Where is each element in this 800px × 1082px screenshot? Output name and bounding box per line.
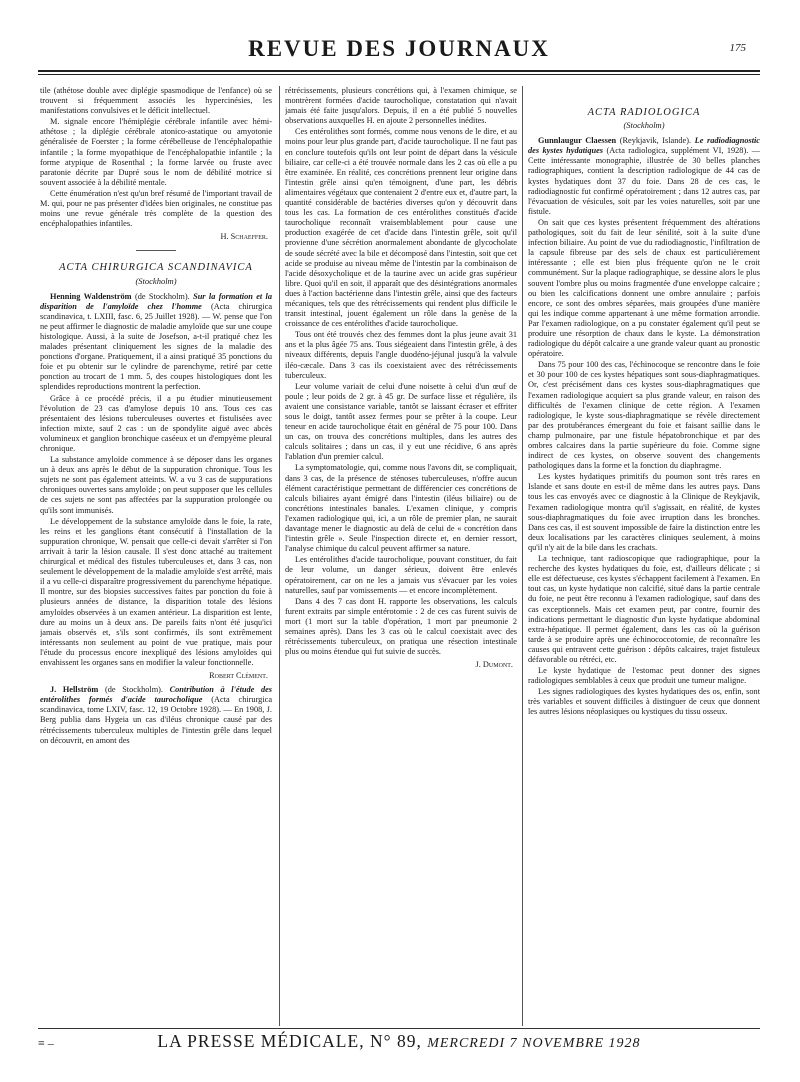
column-left — [40, 86, 272, 1026]
footer-journal: LA PRESSE MÉDICALE, N° 89, — [157, 1031, 422, 1051]
column-divider — [522, 86, 523, 1026]
article-author: J. Hellström — [50, 685, 99, 695]
paragraph: Le développement de la substance amyloïde dans le foie, la rate, les reins et les ganglions étant consécutif à l'installation de la suppuration chronique, W. pensait que celle-ci devait s'arrêter si l'on arrivait à tarir la lésion causale. Il s'est donc attaché au traitement chirurgical et médical des fistules tuberculeuses et, dans 3 cas, non seulement le développement de la maladie amyloïde s'est arrêté, mais il a vu celle-ci disparaître progressivement du parenchyme hépatique. Il montre, sur des biopsies successives faites par ponction du foie à plusieurs années de distance, la disparition totale des lésions amyloïdes observées à un examen antérieur. La disparition est lente, dure au moins un à deux ans. De pareils faits n'ont été jusqu'ici jamais observés et, s'ils sont confirmés, ils sont extrêmement intéressants non seulement au point de vue pratique, mais pour l'étude du processus encore inexpliqué des lésions amyloïdes qui envahissent les organes sans en modifier la valeur fonctionnelle. — [40, 516, 272, 667]
paragraph: Tous ont été trouvés chez des femmes dont la plus jeune avait 31 ans et la plus âgée 75 ans. Tous siégeaient dans l'intestin grêle, à des niveaux différents, depuis l'angle duodéno-jéjunal jusqu'à la valvule iléo-cæcale. Dans 3 cas ils coexistaient avec des rétrécissements tuberculeux. — [285, 330, 517, 380]
paragraph: Les entérolithes d'acide taurocholique, pouvant constituer, du fait de leur volume, un danger sérieux, doivent être enlevés opératoirement, car on ne les a jamais vus s'évacuer par les voies naturelles, sauf par vomissements — et encore incomplètement. — [285, 555, 517, 595]
paragraph: Leur volume variait de celui d'une noisette à celui d'un œuf de poule ; leur poids de 2 gr. à 45 gr. De surface lisse et régulière, ils avaient une consistance variable, tantôt se laissant écraser et effriter sous le doigt, tantôt assez fermes pour se prêter à la coupe. Leur teneur en acide taurocholique était en général de 75 pour 100. Dans un cas, on trouva des concrétions multiples, dans les autres des calculs solitaires ; dans un cas, il y eut une récidive, 6 ans après l'ablation d'un premier calcul. — [285, 381, 517, 462]
section-subtitle: (Stockholm) — [623, 120, 665, 131]
article-reference: (Acta chirurgica scandinavica, t. LXIII, fasc. 6, 25 Juillet 1928). — W. pense que l'on ne peut affirmer le diagnostic de maladie amyloïde que sur une coupe histologique. Aussi, à la suite de Josefson, a-t-il pratiqué chez les malades présentant cliniquement les signes de la maladie des ponctions d'organe. Pratiquement, il a ainsi pratiqué 35 ponctions du foie et pu obtenir sur le cylindre de parenchyme, retiré par cette ponction au trocart de 1 mm. 5, des coupes histologiques dont les splendides reproductions montrent la perfection. — [40, 301, 272, 392]
header-rule-thick — [38, 70, 760, 72]
article-reference: (Acta chirurgica scandinavica, tome LXIV, fasc. 12, 19 Octobre 1928). — En 1908, J. Berg publia dans Hygeia un cas d'iléus chronique causé par des rétrécissements tuberculeux multiples de l'intestin grêle dans lequel on découvrit, en amont des — [40, 695, 272, 745]
article-title: Sur la formation et la disparition de l'amyloïde chez l'homme — [40, 291, 272, 311]
article-title: Le radiodiagnostic des kystes hydatiques — [528, 136, 760, 156]
paragraph: Le kyste hydatique de l'estomac peut donner des signes radiologiques semblables à ceux que produit une tumeur maligne. — [528, 666, 760, 686]
section-title: ACTA CHIRURGICA SCANDINAVICA — [59, 262, 253, 274]
signature: J. Dumont. — [475, 660, 513, 670]
author-place: (de Stockholm). — [98, 685, 170, 695]
page-header — [38, 36, 760, 68]
article-title: Contribution à l'étude des entérolithes formés d'acide taurocholique — [40, 685, 272, 705]
paragraph: La technique, tant radioscopique que radiographique, pour la recherche des kystes hydatiques du foie, est, d'ailleurs délicate ; si elle est défectueuse, ces kystes s'échappent facilement à l'examen. En tout cas, un kyste hydatique non calcifié, situé dans la partie centrale du foie, ne peut être reconnu à l'examen radiologique, sauf dans des cas exceptionnels. Mais cet examen peut, par contre, fournir des indications permettant le diagnostic d'un kyste hydatique abdominal extra-hépatique. Il permet également, dans les cas où la guérison tarde à se produire après une échinococcotomie, de reconnaître les causes qui entravent cette guérison : dépôts calcaires, trajet fistuleux défavorable ou rétréci, etc. — [528, 554, 760, 664]
article-author: Gunnlaugur Claessen — [538, 136, 617, 146]
paragraph: Dans 75 pour 100 des cas, l'échinocoque se rencontre dans le foie et 30 pour 100 de ces kystes hépatiques sont sous-diaphragmatiques. Or, c'est précisément dans ces kystes sous-diaphragmatiques que l'examen radiologique acquiert sa plus grande valeur, en raison des difficultés de l'examen clinique de cette région. A l'examen radiologique, le kyste sous-diaphragmatique se révèle directement par des protubérances émergeant du foie et faisant saillie dans le champ pulmonaire, par une fistule hépatobronchique et par des ombres calcaires dans la partie supérieure du foie. Comme signe indirect de ces kystes, on observe souvent des changements pathologiques dans la forme et la fonction du diaphragme. — [528, 360, 760, 471]
footer-date: MERCREDI 7 NOVEMBRE 1928 — [427, 1036, 641, 1051]
journal-title: REVUE DES JOURNAUX — [248, 36, 550, 61]
paragraph: Les kystes hydatiques primitifs du poumon sont très rares en Islande et sans doute en est-il de même dans les autres pays. Dans tous les cas envoyés avec ce diagnostic à la Clinique de Reykjavik, l'examen radiologique montra qu'il s'agissait, en réalité, de kystes sous-diaphragmatiques du foie avec irruption dans les bronches. Dans ces cas, il est souvent impossible de faire la distinction entre les deux localisations par les caractères cliniques seulement, à moins qu'il n'y ait de la bile dans les crachats. — [528, 472, 760, 552]
section-subtitle: (Stockholm) — [135, 275, 177, 286]
paragraph: Dans 4 des 7 cas dont H. rapporte les observations, les calculs furent extraits par simple entérotomie : 2 de ces cas furent suivis de mort (1 mort sur la table d'opération, 1 mort par pneumonie 2 semaines après). Dans les 3 cas où le calcul coexistait avec des rétrécissements tuberculeux, on pratiqua une résection intestinale plus ou moins étendue qui fut suivie de succès. — [285, 596, 517, 657]
signature: H. Schaeffer. — [220, 232, 268, 242]
paragraph: M. signale encore l'hémiplégie cérébrale infantile avec hémi-athétose ; la diplégie cérébrale atonico-astatique ou amyotonie généralisée de Foerster ; la forme cérébelleuse de l'encéphalopathie infantile ; la forme myopathique de l'encéphalopathie infantile ; la forme atypique de Rosenthal ; la forme larvée ou fruste avec paratonie décrite par Dupré sous le nom de débilité motrice si souvent associée à la débilité mentale. — [40, 117, 272, 187]
header-rule-thin — [38, 74, 760, 75]
signature: Robert Clément. — [209, 671, 268, 681]
column-right — [528, 86, 760, 1026]
paragraph: tile (athétose double avec diplégie spasmodique de l'enfance) où se trouvent si fréquemment associés les hypercinésies, les manifestations convulsives et le déficit intellectuel. — [40, 86, 272, 116]
paragraph: rétrécissements, plusieurs concrétions qui, à l'examen chimique, se montrèrent formées d'acide taurocholique, constatation qui n'avait jamais été faite jusqu'alors. Depuis, il en a été publié 5 nouvelles observations auxquelles H. en ajoute 2 personnelles inédites. — [285, 86, 517, 126]
article-abstract — [528, 136, 760, 217]
column-middle — [285, 86, 517, 1026]
paragraph: Cette énumération n'est qu'un bref résumé de l'important travail de M. qui, pour ne pas présenter d'idées bien originales, ne constitue pas moins une revue générale très complète de la question des encéphalopathies infantiles. — [40, 188, 272, 229]
column-divider — [279, 86, 280, 1026]
page-number: 175 — [729, 42, 746, 54]
article-abstract — [40, 292, 272, 393]
author-place: (de Stockholm). — [131, 291, 194, 301]
paragraph: Grâce à ce procédé précis, il a pu étudier minutieusement l'évolution de 23 cas d'amylose depuis 10 ans. Tous ces cas présentaient des lésions tuberculeuses ouvertes et fistulisées avec infection mixte, sauf 2 cas : un de spondylite aiguë avec abcès volumineux et ganglion bronchique caséeux et un d'empyème pleural chronique. — [40, 393, 272, 453]
paragraph: Les signes radiologiques des kystes hydatiques des os, enfin, sont très variables et souvent difficiles à distinguer de ceux que donnent les autres lésions néoplasiques ou kystiques du tissu osseux. — [528, 687, 760, 717]
section-divider — [136, 250, 176, 251]
footer-mark: ≡ – — [38, 1036, 54, 1050]
footer-title — [38, 1031, 760, 1052]
paragraph: La substance amyloïde commence à se déposer dans les organes un à deux ans après le début de la suppuration chronique. Tous les sujets ne sont pas également atteints. W. a vu 3 cas de suppurations chroniques ouvertes sans amyloïde ; on peut supposer que les cellules de ces sujets ne sont pas affectées par la suppuration prolongée ou qu'ils sont immunisés. — [40, 455, 272, 515]
author-place: (Reykjavik, Islande). — [616, 136, 695, 146]
article-author: Henning Waldenström — [50, 291, 132, 301]
page-footer — [38, 1028, 760, 1053]
section-title: ACTA RADIOLOGICA — [587, 107, 701, 118]
paragraph: Ces entérolithes sont formés, comme nous venons de le dire, et au moins pour leur plus grande part, d'acide taurocholique. Il ne faut pas en conclure toutefois qu'ils ont leur point de départ dans la vésicule biliaire, car celle-ci a été trouvée normale dans les 2 cas où elle a pu être examinée. En réalité, ces concrétions prennent leur origine dans l'intestin grêle ainsi qu'en témoignent, d'une part, les débris alimentaires végétaux que contenaient 2 d'entre eux et, d'autre part, la quantité considérable de bactéries diverses qu'on y découvrit dans tous les cas. La formation de ces entérolithes constitués d'acide taurocholique reconnaît vraisemblablement pour cause une production exagérée de cet d'acide dans l'intestin grêle, soit qu'il provienne d'une sécrétion anormalement abondante de glycocholate de soude sécrété avec la bile et décomposé dans l'intestin, soit que cet acide se produise au niveau même de l'intestin par la combinaison de l'acide désoxycholique et de la taurine avec un acide gras supérieur libre. Quoi qu'il en soit, il apparaît que des désintégrations anormales dues à l'action bactérienne dans l'intestin grêle, ainsi que des facteurs mécaniques, tels que des rétrécissements qui rendent plus difficile le transit intestinal, jouent également un rôle dans la genèse de la croissance de ces entérolithes d'acide taurocholique. — [285, 127, 517, 329]
article-abstract — [40, 685, 272, 746]
paragraph: La symptomatologie, qui, comme nous l'avons dit, se compliquait, dans 3 cas, de la présence de sténoses tuberculeuses, n'offre aucun élément caractéristique permettant de différencier ces concrétions de calculs biliaires ayant émigré dans l'intestin (iléus biliaire) ou de concrétions intestinales banales. L'examen clinique, y compris l'examen radiologique qui, ici, a un rôle de premier plan, ne saurait davantage mener le diagnostic au delà de celui de « concrétion dans l'intestin grêle ». Seule l'inspection directe et, en dernier ressort, l'analyse chimique du calcul peuvent affirmer sa nature. — [285, 463, 517, 554]
article-reference: (Acta radiologica, supplément VI, 1928). — Cette intéressante monographie, illustrée de 30 belles planches radiographiques, contient la description radiologique de 44 cas de kystes hydatiques dont 37 du foie. Dans 28 de ces cas, le radiodiagnostic fut confirmé opératoirement ; dans 12 autres cas, par l'évacuation de vésicules, soit par les voies naturelles, soit par une fistule. — [528, 146, 760, 216]
paragraph: On sait que ces kystes présentent fréquemment des altérations pathologiques, soit du fait de leur sénilité, soit à la suite d'une infection biliaire. Au point de vue du radiodiagnostic, l'infiltration de la capsule fibreuse par des sels de chaux est particulièrement intéressante ; elle est bien plus fréquente qu'on ne le croit communément. Sur la plaque radiographique, se dessine alors le plus souvent l'ombre plus ou moins fragmentée d'une enveloppe calcaire ; ou bien les calcifications donnent une ombre annulaire ; parfois encore, ce sont des ombres séparées, mais groupées d'une manière qui les indique comme appartenant à une même formation arrondie. Par l'examen radiologique, on a pu constater également qu'il peut se produire une résorption de chaux dans le kyste. La démonstration radiologique du dépôt calcaire a une grande valeur quant au pronostic opératoire. — [528, 217, 760, 359]
